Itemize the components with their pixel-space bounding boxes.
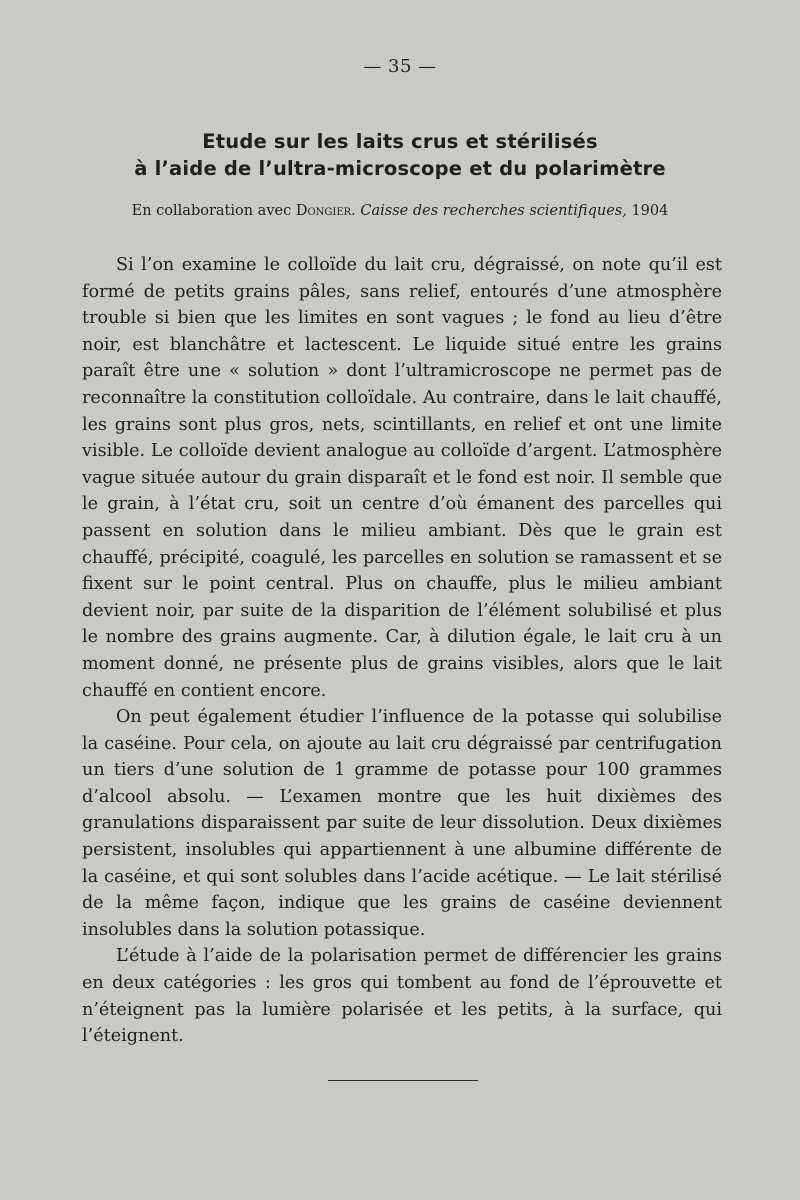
article-body [82,252,722,1050]
byline-prefix: En collaboration avec [131,203,296,219]
article-title-line-1: Etude sur les laits crus et stérilisés [202,130,598,153]
byline-journal: Caisse des recherches scientifiques, [360,203,627,219]
byline-author: Dongier. [295,203,356,219]
paragraph-2: On peut également étudier l’influence de la potasse qui solubilise la caséine. Pour cela, on ajoute au lait cru dégraissé par centrifugation un tiers d’une solution de 1 gramme de potasse pour 100 grammes d’alcool absolu. — L’examen montre que les huit dixièmes des granulations disparaissent par suite de leur dissolution. Deux dixièmes persistent, insolubles qui appartiennent à une albumine différente de la caséine, et qui sont solubles dans l’acide acétique. — Le lait stérilisé de la même façon, indique que les grains de caséine deviennent insolubles dans la solution potassique. [82,707,722,940]
paragraph-1: Si l’on examine le colloïde du lait cru, dégraissé, on note qu’il est formé de petits grains pâles, sans relief, entourés d’une atmosphère trouble si bien que les limites en sont vagues ; le fond au lieu d’être noir, est blanchâtre et lactescent. Le liquide situé entre les grains paraît être une « solution » dont l’ultramicroscope ne permet pas de reconnaître la constitution colloïdale. Au contraire, dans le lait chauffé, les grains sont plus gros, nets, scintillants, en relief et ont une limite visible. Le colloïde devient analogue au colloïde d’argent. L’atmosphère vague située autour du grain disparaît et le fond est noir. Il semble que le grain, à l’état cru, soit un centre d’où émanent des parcelles qui passent en solution dans le milieu ambiant. Dès que le grain est chauffé, précipité, coagulé, les parcelles en solution se ramassent et se fixent sur le point central. Plus on chauffe, plus le milieu ambiant devient noir, par suite de la disparition de l’élément solubilisé et plus le nombre des grains augmente. Car, à dilution égale, le lait cru à un moment donné, ne présente plus de grains visibles, alors que le lait chauffé en contient encore. [82,255,722,701]
closing-rule [328,1080,478,1081]
page-number: — 35 — [363,56,437,77]
article-title-line-2: à l’aide de l’ultra-microscope et du polarimètre [134,157,666,180]
byline [80,200,720,222]
byline-year: 1904 [631,203,669,219]
paragraph-3: L’étude à l’aide de la polarisation permet de différencier les grains en deux catégories : les gros qui tombent au fond de l’éprouvette et n’éteignent pas la lumière polarisée et les petits, à la surface, qui l’éteignent. [82,946,722,1047]
article-title [80,128,720,182]
